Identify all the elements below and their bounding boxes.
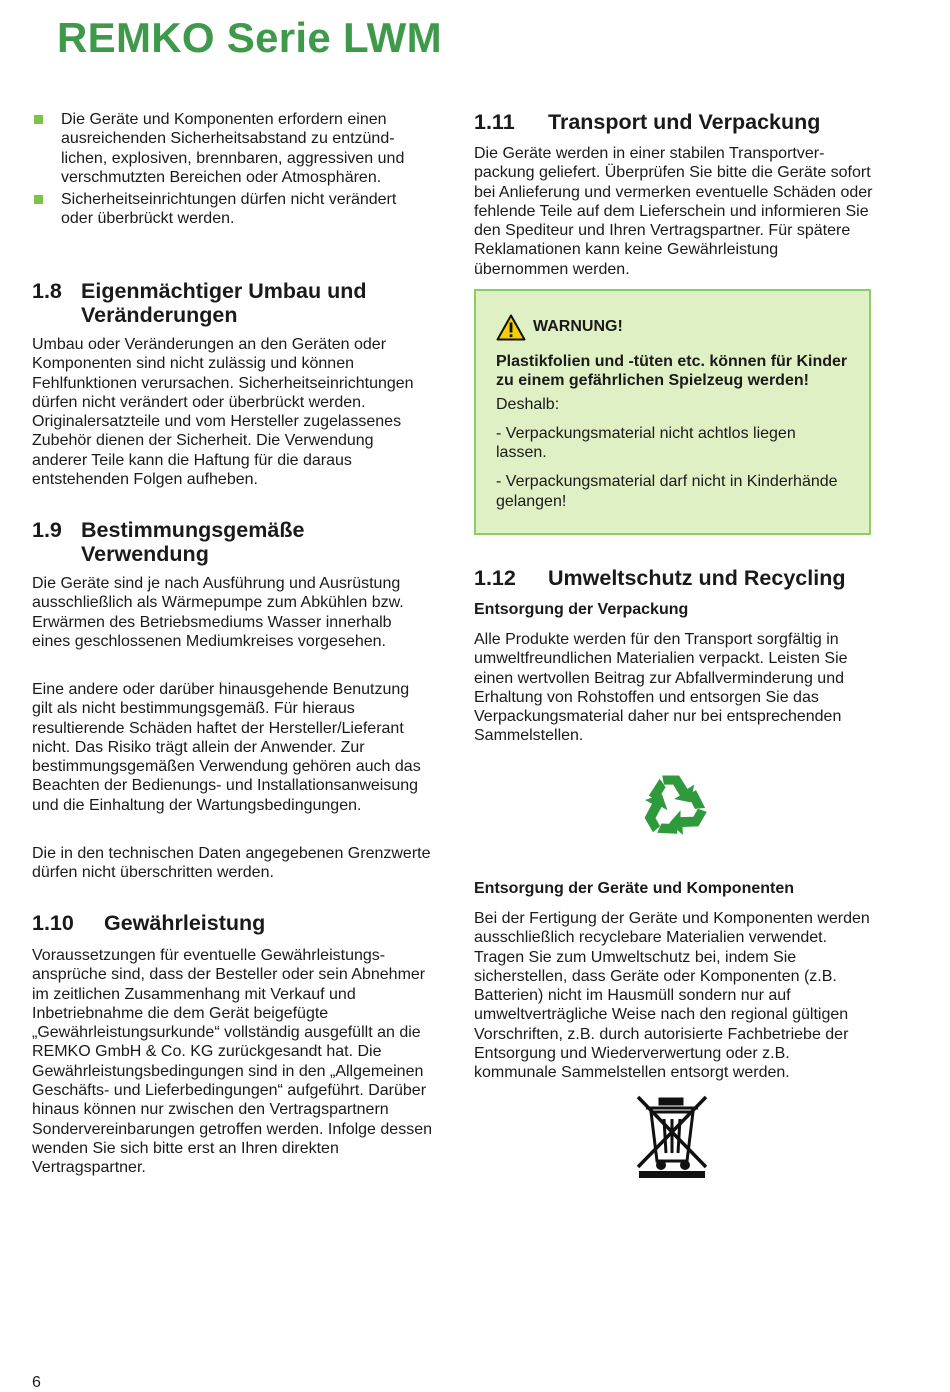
section-title: Gewährleistung [104,911,266,935]
section-title: Transport und Verpackung [548,110,821,134]
section-heading-1-11 [474,110,874,134]
paragraph: Die Geräte werden in einer stabilen Transportverpackung geliefert. Überprüfen Sie bitte die Geräte sofort bei Anlieferung und vermerken eventuelle Schäden oder fehlende Teile auf dem Lieferschein und informieren Sie den Spediteur und Ihren Vertragspartner. Für spätere Reklamationen kann keine Gewährleistung übernommen werden. [474,145,873,278]
warning-triangle-icon [496,314,526,341]
section-heading-1-9 [32,518,432,566]
warning-item: - Verpackungsmaterial darf nicht in Kinderhände gelangen! [496,473,838,510]
paragraph: Bei der Fertigung der Geräte und Komponenten werden ausschließlich recyclebare Materialien verwendet. Tragen Sie zum Umweltschutz bei, indem Sie sicherstellen, dass Geräte oder Komponenten (z.B. Batterien) nicht im Hausmüll sondern nur auf umweltverträgliche Weise nach den regional gültigen Vorschriften, z.B. durch autorisierte Fachbetriebe der Entsorgung und Wiederverwertung oder z.B. kommunale Sammelstellen entsorgt werden. [474,910,870,1082]
warning-deshalb: Deshalb: [496,395,560,413]
crossed-out-bin-icon [634,1093,712,1179]
warning-label: WARNUNG! [533,318,623,335]
page-number: 6 [32,1374,41,1391]
section-title: Bestimmungsgemäße Verwendung [81,518,305,566]
list-item [32,110,432,187]
paragraph: Eine andere oder darüber hinausgehende Benutzung gilt als nicht bestimmungsgemäß. Für hieraus resultierende Schäden haftet der Hersteller/Lieferant nicht. Das Risiko trägt allein der Anwender. Zur bestimmungsgemäßen Verwendung gehören auch das Beachten der Bedienungs- und Installationsanweisung und die Einhaltung der Wartungsbedingungen. [32,681,421,814]
section-number: 1.8 [32,279,62,303]
section-number: 1.9 [32,518,62,542]
paragraph: Die in den technischen Daten angegebenen Grenzwerte dürfen nicht überschritten werden. [32,845,431,882]
section-number: 1.10 [32,911,74,935]
section-heading-1-8 [32,279,432,327]
bullet-list [32,110,432,232]
warning-item: - Verpackungsmaterial nicht achtlos liegen lassen. [496,424,796,462]
warning-box [474,289,871,535]
section-title: Umweltschutz und Recycling [548,566,846,590]
section-heading-1-10 [32,911,432,935]
subheading: Entsorgung der Geräte und Komponenten [474,880,795,897]
warning-header [496,311,849,343]
paragraph: Die Geräte sind je nach Ausführung und Ausrüstung ausschließlich als Wärmepumpe zum Abkühlen bzw. Erwärmen des Betriebsmediums Wasser innerhalb eines geschlossenen Mediumkreises vorgesehen. [32,575,404,650]
section-title: Eigenmächtiger Umbau und Veränderungen [81,279,367,327]
recycle-icon [632,762,716,846]
page-title: REMKO Serie LWM [57,14,442,61]
section-number: 1.11 [474,110,515,134]
bullet-text: Die Geräte und Komponenten erfordern einen ausreichenden Sicherheitsabstand zu entzündlichen, explosiven, brennbaren, aggressiven und verschmutzten Bereichen oder Atmosphären. [61,111,405,186]
subheading: Entsorgung der Verpackung [474,601,689,618]
section-number: 1.12 [474,566,516,590]
section-heading-1-12 [474,566,874,590]
warning-text: Plastikfolien und -tüten etc. können für Kinder zu einem gefährlichen Spielzeug werden! [496,353,848,390]
paragraph: Alle Produkte werden für den Transport sorgfältig in umweltfreundlichen Materialien verpackt. Leisten Sie einen wertvollen Beitrag zur Abfallverminderung und Erhaltung von Rohstoffen und entsorgen Sie das Verpackungsmaterial daher nur bei entsprechenden Sammelstellen. [474,631,848,745]
bullet-square-icon [34,115,43,124]
paragraph: Voraussetzungen für eventuelle Gewährleistungsansprüche sind, dass der Besteller oder sein Abnehmer im zeitlichen Zusammenhang mit Verkauf und Inbetriebnahme die dem Gerät beigefügte „Gewährleistungsurkunde“ vollständig ausgefüllt an die REMKO GmbH & Co. KG zurückgesandt hat. Die Gewährleistungsbedingungen sind in den „Allgemeinen Geschäfts- und Lieferbedingungen“ aufgeführt. Darüber hinaus können nur zwischen den Vertragspartnern Sondervereinbarungen getroffen werden. Infolge dessen wenden Sie sich bitte erst an Ihren direkten Vertragspartner. [32,947,432,1177]
bullet-square-icon [34,195,43,204]
list-item [32,190,432,229]
paragraph: Umbau oder Veränderungen an den Geräten oder Komponenten sind nicht zulässig und können Fehlfunktionen verursachen. Sicherheitseinrichtungen dürfen nicht verändert oder überbrückt werden. Originalersatzteile und vom Hersteller zugelassenes Zubehör dienen der Sicherheit. Die Verwendung anderer Teile kann die Haftung für die daraus entstehenden Folgen aufheben. [32,336,414,489]
bullet-text: Sicherheitseinrichtungen dürfen nicht verändert oder überbrückt werden. [61,191,397,228]
